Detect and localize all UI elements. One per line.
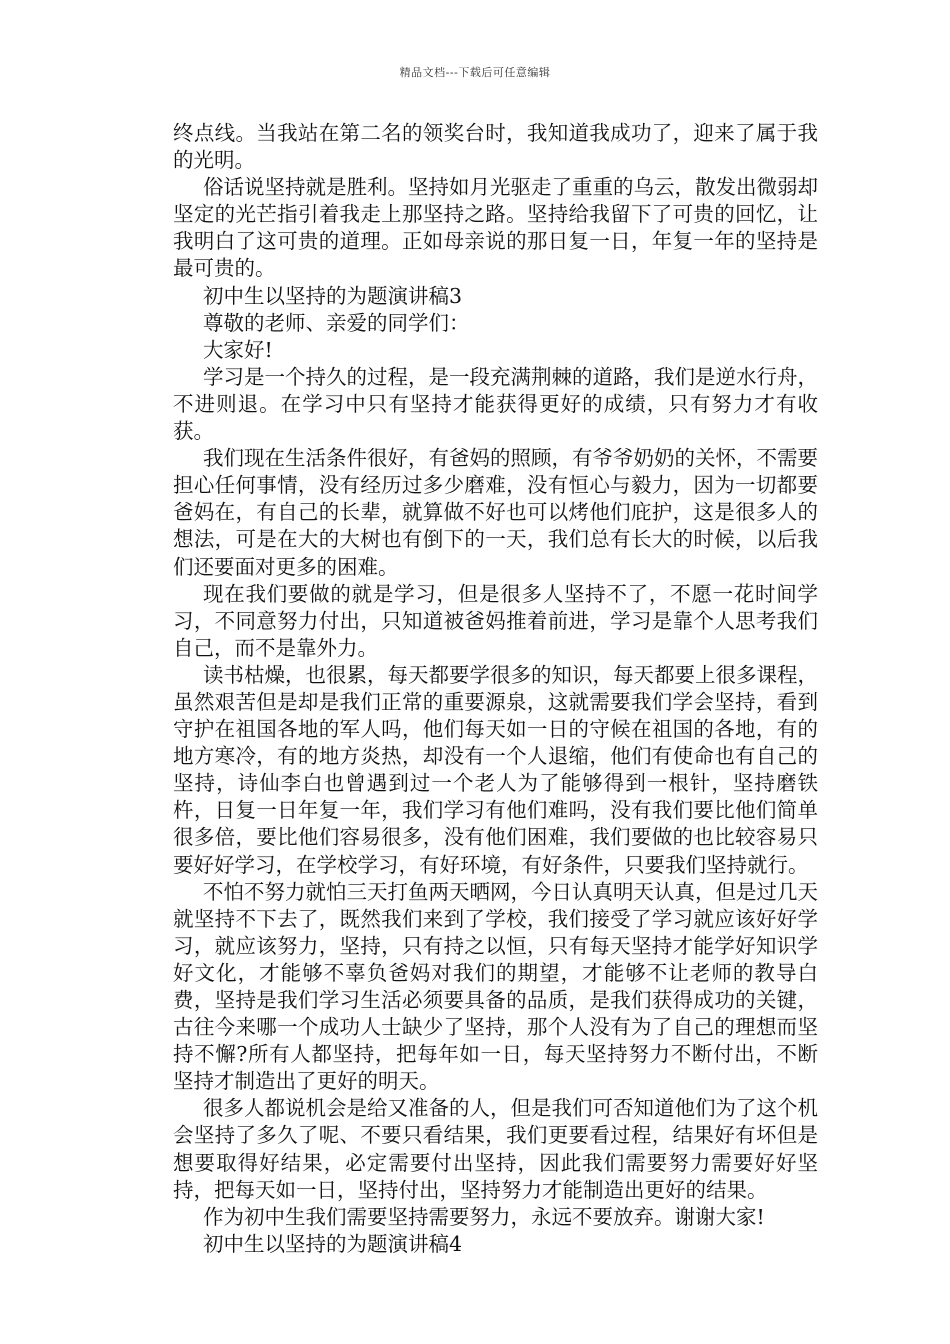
document-body [173, 120, 818, 1258]
paragraph: 读书枯燥，也很累，每天都要学很多的知识，每天都要上很多课程，虽然艰苦但是却是我们正常的重要源泉，这就需要我们学会坚持，看到守护在祖国各地的军人吗，他们每天如一日的守候在祖国的各地，有的地方寒冷，有的地方炎热，却没有一个人退缩，他们有使命也有自己的坚持，诗仙李白也曾遇到过一个老人为了能够得到一根针，坚持磨铁杵，日复一日年复一年，我们学习有他们难吗，没有我们要比他们简单很多倍，要比他们容易很多，没有他们困难，我们要做的也比较容易只要好好学习，在学校学习，有好环境，有好条件，只要我们坚持就行。 [173, 662, 818, 877]
salutation: 尊敬的老师、亲爱的同学们： [203, 310, 470, 335]
paragraph: 很多人都说机会是给又准备的人，但是我们可否知道他们为了这个机会坚持了多久了呢、不要只看结果，我们更要看过程，结果好有坏但是想要取得好结果，必定需要付出坚持，因此我们需要努力需要好好坚持，把每天如一日，坚持付出，坚持努力才能制造出更好的结果。 [173, 1096, 818, 1202]
paragraph: 不怕不努力就怕三天打鱼两天晒网，今日认真明天认真，但是过几天就坚持不下去了，既然我们来到了学校，我们接受了学习就应该好好学习，就应该努力，坚持，只有持之以恒，只有每天坚持才能学好知识学好文化，才能够不辜负爸妈对我们的期望，才能够不让老师的教导白费，坚持是我们学习生活必须要具备的品质，是我们获得成功的关键，古往今来哪一个成功人士缺少了坚持，那个人没有为了自己的理想而坚持不懈?所有人都坚持，把每年如一日，每天坚持努力不断付出，不断坚持才制造出了更好的明天。 [173, 879, 818, 1094]
paragraph: 学习是一个持久的过程，是一段充满荆棘的道路，我们是逆水行舟，不进则退。在学习中只有坚持才能获得更好的成绩，只有努力才有收获。 [173, 364, 818, 444]
page-header: 精品文档---下载后可任意编辑 [399, 66, 551, 79]
paragraph: 我们现在生活条件很好，有爸妈的照顾，有爷爷奶奶的关怀，不需要担心任何事情，没有经历过多少磨难，没有恒心与毅力，因为一切都要爸妈在，有自己的长辈，就算做不好也可以烤他们庇护，这是很多人的想法，可是在大的大树也有倒下的一天，我们总有长大的时候，以后我们还要面对更多的困难。 [173, 446, 818, 579]
paragraph: 现在我们要做的就是学习，但是很多人坚持不了，不愿一花时间学习，不同意努力付出，只知道被爸妈推着前进，学习是靠个人思考我们自己，而不是靠外力。 [173, 581, 818, 660]
section-heading: 初中生以坚持的为题演讲稿4 [203, 1231, 463, 1256]
paragraph: 俗话说坚持就是胜利。坚持如月光驱走了重重的乌云，散发出微弱却坚定的光芒指引着我走上那坚持之路。坚持给我留下了可贵的回忆，让我明白了这可贵的道理。正如母亲说的那日复一日，年复一年的坚持是最可贵的。 [173, 175, 818, 281]
greeting: 大家好! [203, 337, 273, 362]
section-heading: 初中生以坚持的为题演讲稿3 [203, 283, 463, 308]
closing-line: 作为初中生我们需要坚持需要努力，永远不要放弃。谢谢大家! [203, 1204, 765, 1229]
paragraph: 终点线。当我站在第二名的领奖台时，我知道我成功了，迎来了属于我的光明。 [173, 121, 818, 173]
